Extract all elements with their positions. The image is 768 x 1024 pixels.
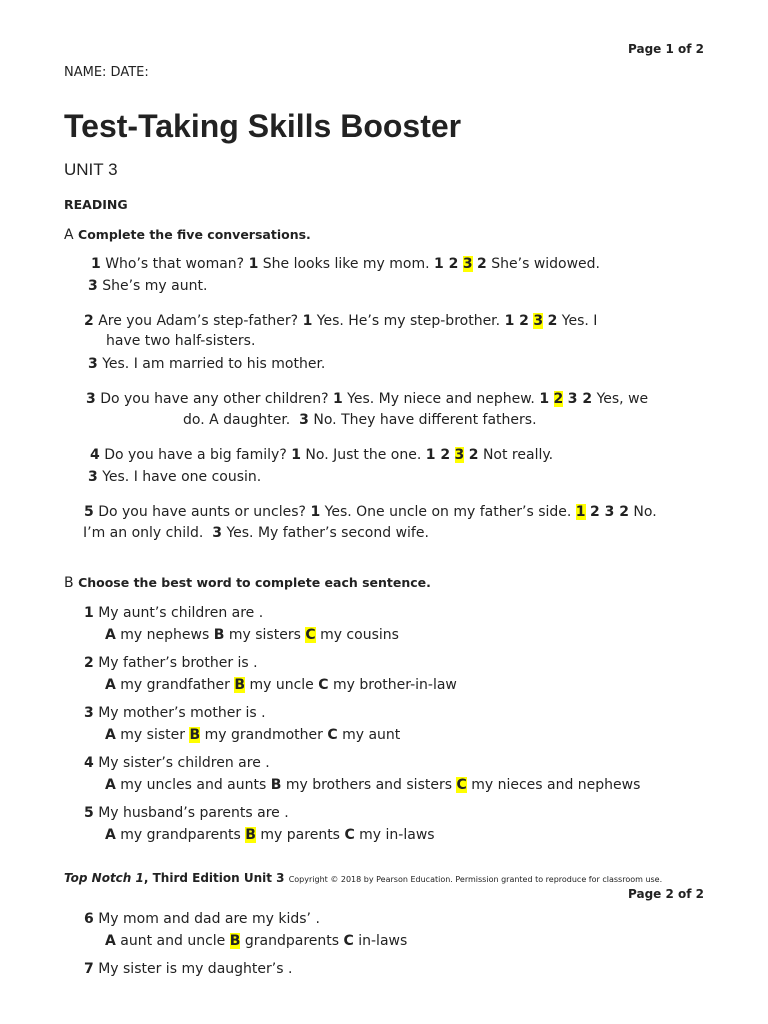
answer-highlight: 2 (553, 391, 564, 407)
question-stem: 3 My mother’s mother is . (84, 705, 266, 721)
conversation-5-line-1: 5 Do you have aunts or uncles? 1 Yes. One uncle on my father’s side. 1 2 3 2 No. (84, 504, 657, 520)
part-b-instruction: B Choose the best word to complete each sentence. (64, 575, 431, 591)
question-stem: 2 My father’s brother is . (84, 655, 258, 671)
question-stem: 5 My husband’s parents are . (84, 805, 289, 821)
page-number-2: Page 2 of 2 (628, 887, 704, 901)
question-options: A my sister B my grandmother C my aunt (105, 727, 401, 743)
conversation-3-line-1: 3 Do you have any other children? 1 Yes. My niece and nephew. 1 2 3 2 Yes, we (86, 391, 649, 407)
answer-highlight: 3 (533, 313, 544, 329)
conversation-4-line-1: 4 Do you have a big family? 1 No. Just the one. 1 2 3 2 Not really. (90, 447, 554, 463)
question-options: A my uncles and aunts B my brothers and sisters C my nieces and nephews (105, 777, 641, 793)
answer-highlight: B (234, 677, 246, 693)
question-stem: 7 My sister is my daughter’s . (84, 961, 293, 977)
answer-highlight: C (456, 777, 467, 793)
question-options: A my grandparents B my parents C my in-laws (105, 827, 435, 843)
answer-highlight: B (189, 727, 201, 743)
answer-highlight: B (245, 827, 256, 843)
name-date-line: NAME: DATE: (64, 65, 149, 80)
answer-highlight: 1 (575, 504, 586, 520)
question-stem: 4 My sister’s children are . (84, 755, 270, 771)
conversation-2-line-3: 3 Yes. I am married to his mother. (88, 356, 326, 372)
answer-highlight: 3 (462, 256, 473, 272)
conversation-4-line-2: 3 Yes. I have one cousin. (88, 469, 262, 485)
answer-highlight: C (305, 627, 316, 643)
part-a-instruction: A Complete the five conversations. (64, 227, 311, 243)
question-options: A my nephews B my sisters C my cousins (105, 627, 399, 643)
question-stem: 1 My aunt’s children are . (84, 605, 264, 621)
question-options: A my grandfather B my uncle C my brother-in-law (105, 677, 457, 693)
question-options: A aunt and uncle B grandparents C in-laws (105, 933, 408, 949)
conversation-2-line-2: have two half-sisters. (106, 333, 256, 349)
answer-highlight: 3 (454, 447, 465, 463)
conversation-2-line-1: 2 Are you Adam’s step-father? 1 Yes. He’s my step-brother. 1 2 3 2 Yes. I (84, 313, 598, 329)
section-heading: READING (64, 197, 128, 212)
conversation-5-line-2: I’m an only child. 3 Yes. My father’s second wife. (83, 525, 429, 541)
conversation-1-line-1: 1 Who’s that woman? 1 She looks like my mom. 1 2 3 2 She’s widowed. (91, 256, 601, 272)
page-title: Test-Taking Skills Booster (64, 108, 462, 144)
question-stem: 6 My mom and dad are my kids’ . (84, 911, 320, 927)
answer-highlight: B (229, 933, 241, 949)
page-number-1: Page 1 of 2 (628, 42, 704, 56)
conversation-1-line-2: 3 She’s my aunt. (88, 278, 208, 294)
footer-credit: Top Notch 1, Third Edition Unit 3 Copyright © 2018 by Pearson Education. Permission granted to reproduce for classroom use. (64, 871, 663, 885)
conversation-3-line-2: do. A daughter. 3 No. They have different fathers. (183, 412, 537, 428)
unit-label: UNIT 3 (64, 160, 118, 179)
